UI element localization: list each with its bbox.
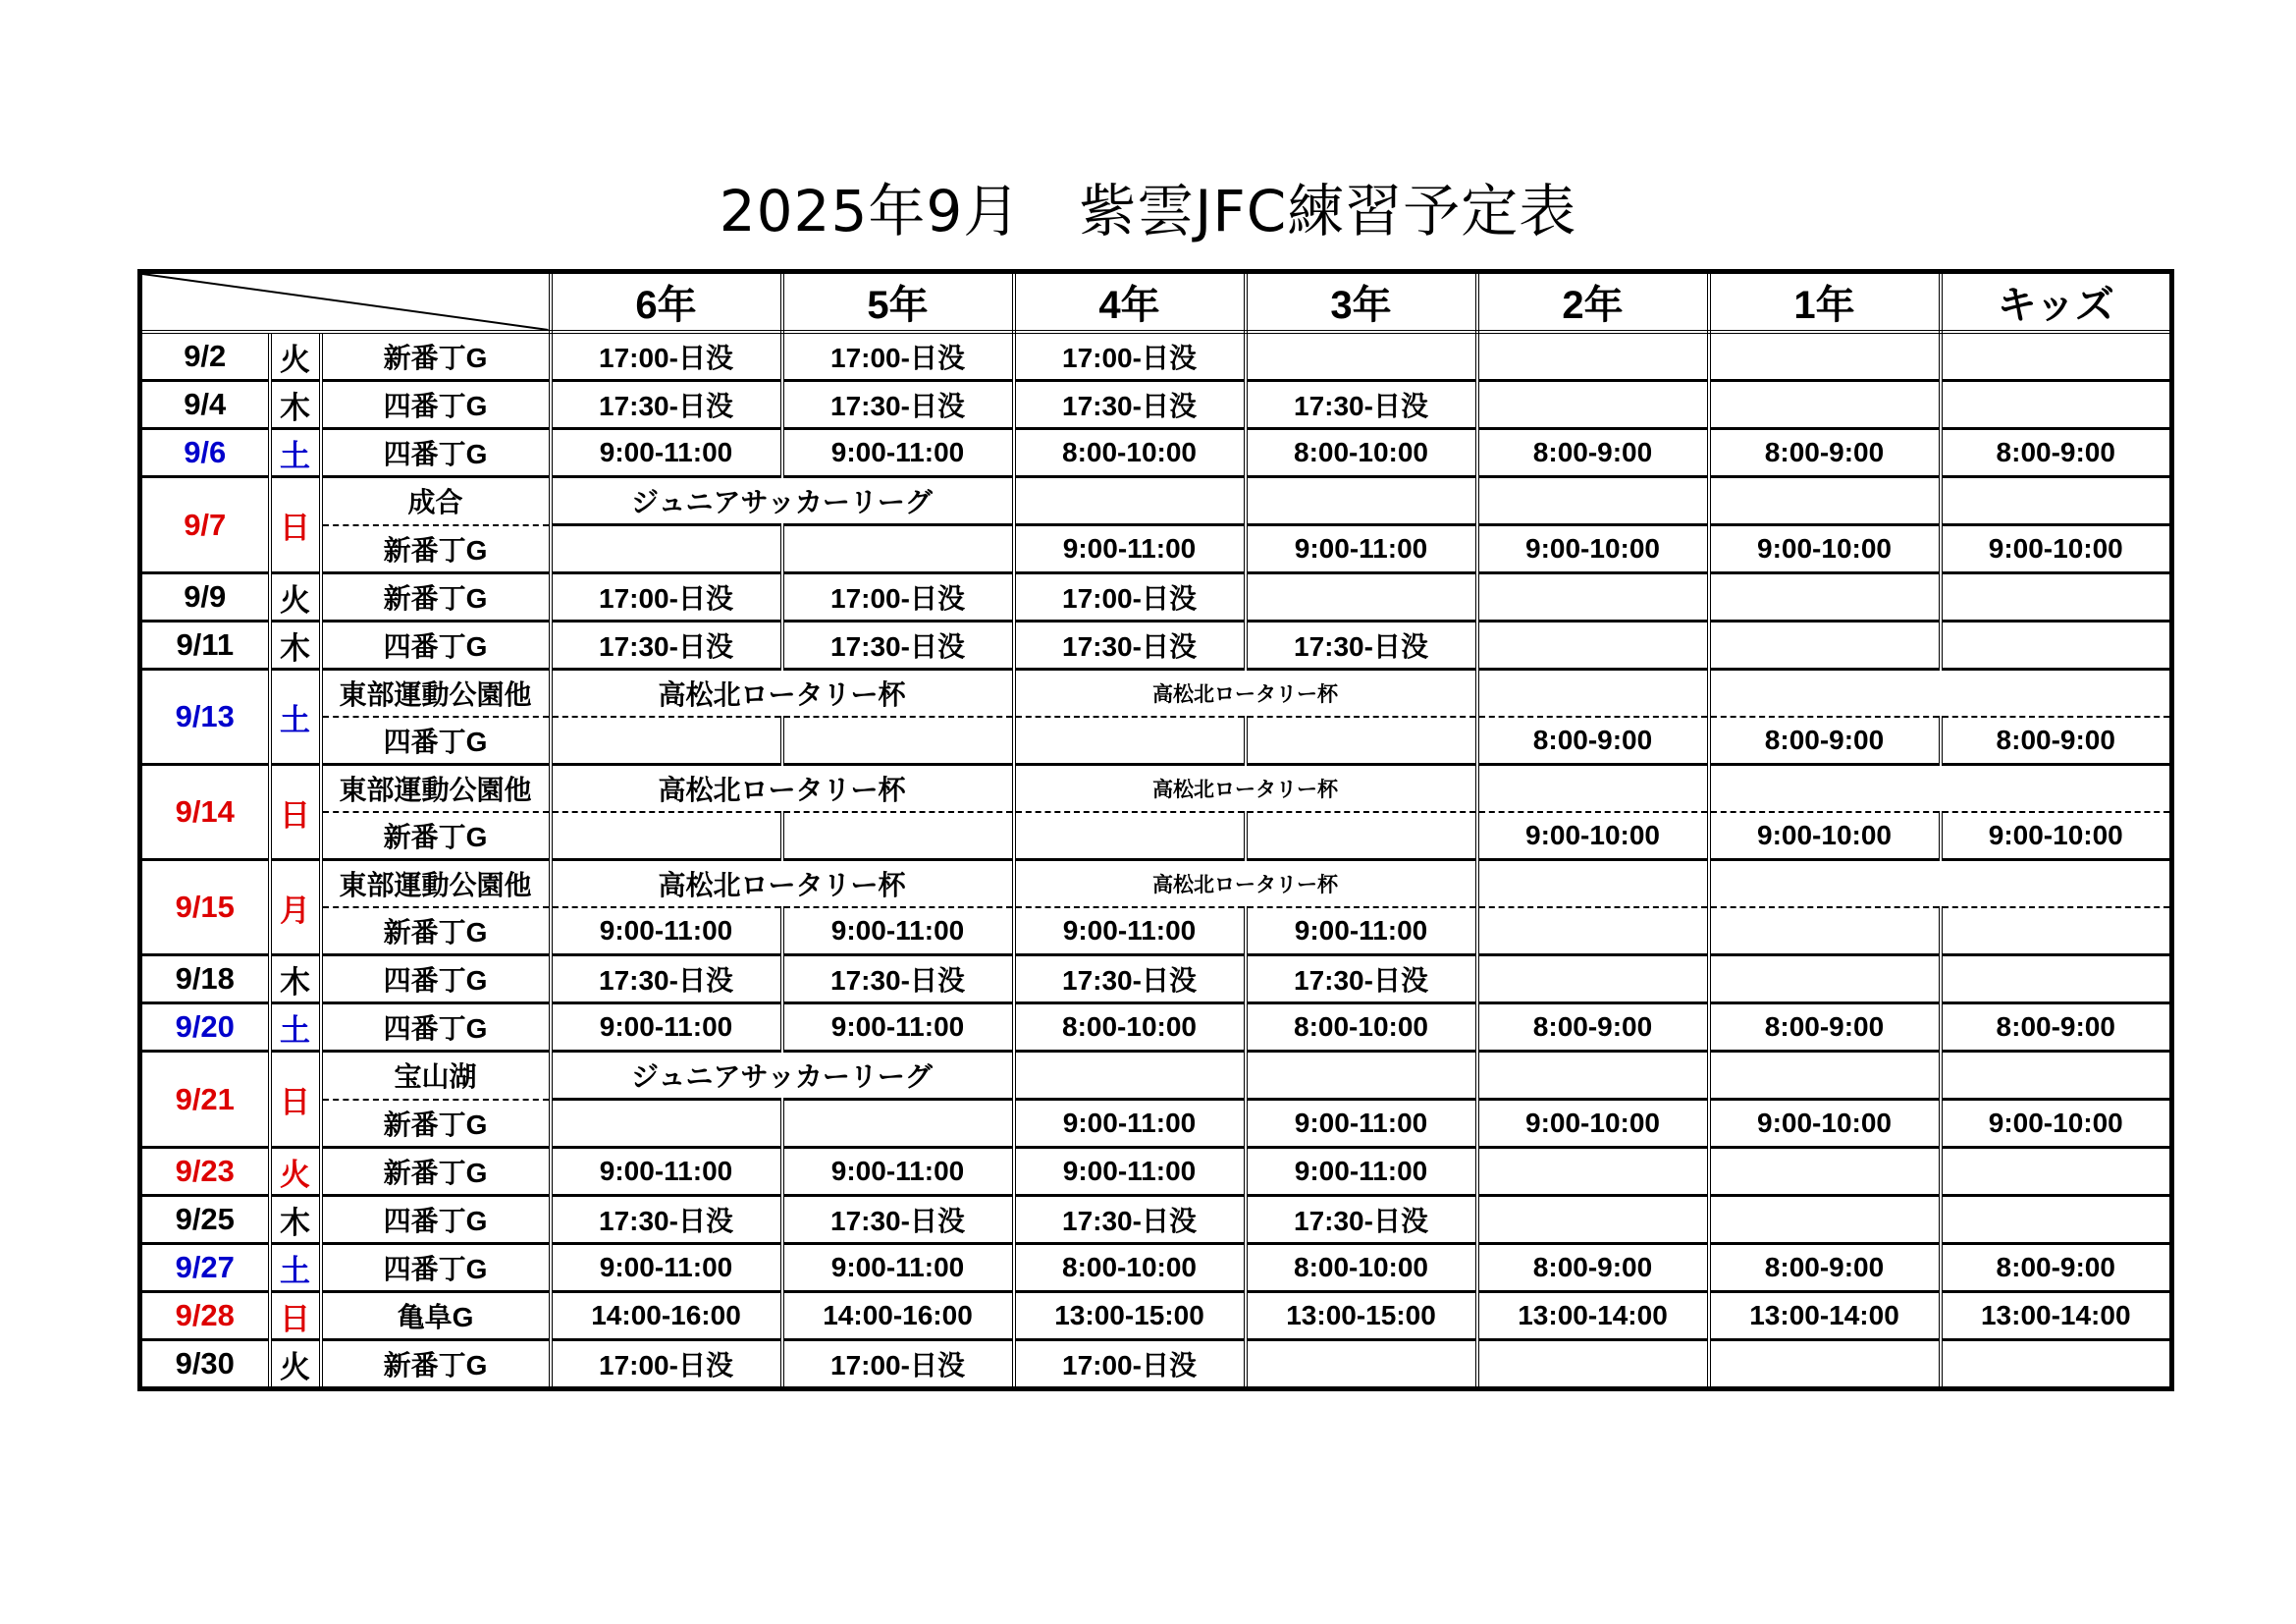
- table-row: [140, 907, 2172, 955]
- cell-grade-6: 9:00-11:00: [551, 1148, 782, 1196]
- cell-grade-3: 17:30-日没: [1246, 622, 1477, 670]
- cell-grade-5: 17:00-日没: [782, 332, 1014, 381]
- cell-grade-4: 9:00-11:00: [1014, 1100, 1246, 1148]
- cell-grade-4: 17:30-日没: [1014, 1196, 1246, 1244]
- cell-grade-5: 9:00-11:00: [782, 907, 1014, 955]
- cell-grade-6: 9:00-11:00: [551, 1003, 782, 1052]
- cell-grade-6: 17:30-日没: [551, 381, 782, 429]
- cell-grade-4: [1014, 812, 1246, 860]
- cell-kids: [1941, 1196, 2172, 1244]
- cell-grade-3: [1246, 573, 1477, 622]
- cell-grade-4: 9:00-11:00: [1014, 907, 1246, 955]
- cell-grade-2: 9:00-10:00: [1477, 1100, 1709, 1148]
- cell-kids: 8:00-9:00: [1941, 1244, 2172, 1292]
- cell-grade-4: 13:00-15:00: [1014, 1292, 1246, 1340]
- cell-grade-3: [1246, 1340, 1477, 1389]
- cell-kids: 9:00-10:00: [1941, 812, 2172, 860]
- header-grade-5: 5年: [782, 272, 1014, 333]
- date-cell: 9/25: [140, 1196, 270, 1244]
- place-cell: 新番丁G: [321, 907, 551, 955]
- cell-grade-2: 13:00-14:00: [1477, 1292, 1709, 1340]
- cell-grade-3: 9:00-11:00: [1246, 525, 1477, 573]
- cell-grade-2: [1477, 765, 1709, 813]
- cell-grade-3: [1246, 812, 1477, 860]
- event-cell: 高松北ロータリー杯: [551, 860, 1014, 908]
- cell-grade-5: 17:00-日没: [782, 573, 1014, 622]
- table-row: [140, 717, 2172, 765]
- event-cell: ジュニアサッカーリーグ: [551, 1052, 1014, 1100]
- weekday-cell: 木: [270, 381, 321, 429]
- page-title: 2025年9月 紫雲JFC練習予定表: [719, 178, 1577, 244]
- cell-grade-6: 17:30-日没: [551, 622, 782, 670]
- table-row: [140, 955, 2172, 1003]
- table-row: [140, 332, 2172, 381]
- cell-grade-3: 17:30-日没: [1246, 381, 1477, 429]
- weekday-cell: 火: [270, 1340, 321, 1389]
- place-cell: 新番丁G: [321, 573, 551, 622]
- cell-grade-6: [551, 1100, 782, 1148]
- cell-grade-2: [1477, 1052, 1709, 1100]
- cell-grade-5: 14:00-16:00: [782, 1292, 1014, 1340]
- cell-grade-3: 17:30-日没: [1246, 955, 1477, 1003]
- cell-grade-4: 17:30-日没: [1014, 955, 1246, 1003]
- weekday-cell: 木: [270, 1196, 321, 1244]
- table-row: [140, 670, 2172, 718]
- table-row: [140, 1340, 2172, 1389]
- cell-grade-6: 9:00-11:00: [551, 429, 782, 477]
- header-grade-4: 4年: [1014, 272, 1246, 333]
- weekday-cell: 木: [270, 955, 321, 1003]
- cell-grade-3: [1246, 332, 1477, 381]
- cell-grade-2: [1477, 622, 1709, 670]
- table-row: [140, 765, 2172, 813]
- table-row: [140, 1148, 2172, 1196]
- place-cell: 東部運動公園他: [321, 765, 551, 813]
- place-cell: 新番丁G: [321, 1148, 551, 1196]
- place-cell: 亀阜G: [321, 1292, 551, 1340]
- weekday-cell: 火: [270, 1148, 321, 1196]
- cell-grade-5: 9:00-11:00: [782, 1003, 1014, 1052]
- table-row: [140, 1196, 2172, 1244]
- cell-grade-1: [1709, 907, 1941, 955]
- cell-grade-4: 17:00-日没: [1014, 332, 1246, 381]
- cell-grade-1: 8:00-9:00: [1709, 1244, 1941, 1292]
- cell-kids: 8:00-9:00: [1941, 717, 2172, 765]
- cell-grade-3: 8:00-10:00: [1246, 1003, 1477, 1052]
- schedule-table: [137, 269, 2174, 1391]
- cell-grade-2: [1477, 1148, 1709, 1196]
- table-row: [140, 1003, 2172, 1052]
- date-cell: 9/21: [140, 1052, 270, 1148]
- cell-grade-3: 9:00-11:00: [1246, 1148, 1477, 1196]
- date-cell: 9/7: [140, 477, 270, 573]
- place-cell: 四番丁G: [321, 955, 551, 1003]
- header-grade-6: 6年: [551, 272, 782, 333]
- cell-grade-2: [1477, 381, 1709, 429]
- cell-grade-5: [782, 717, 1014, 765]
- table-row: [140, 812, 2172, 860]
- cell-grade-4: 8:00-10:00: [1014, 1244, 1246, 1292]
- event-cell: 高松北ロータリー杯: [1014, 860, 1477, 908]
- weekday-cell: 木: [270, 622, 321, 670]
- cell-grade-3: 9:00-11:00: [1246, 907, 1477, 955]
- cell-grade-1: [1709, 622, 1941, 670]
- cell-kids: [1941, 477, 2172, 525]
- header-grade-1: 1年: [1709, 272, 1941, 333]
- cell-grade-1: 8:00-9:00: [1709, 429, 1941, 477]
- cell-grade-1-kids: [1709, 670, 2172, 718]
- weekday-cell: 月: [270, 860, 321, 955]
- date-cell: 9/11: [140, 622, 270, 670]
- cell-grade-2: [1477, 670, 1709, 718]
- place-cell: 四番丁G: [321, 1003, 551, 1052]
- cell-grade-1: [1709, 477, 1941, 525]
- place-cell: 宝山湖: [321, 1052, 551, 1100]
- date-cell: 9/20: [140, 1003, 270, 1052]
- header-kids: キッズ: [1941, 272, 2172, 333]
- date-cell: 9/4: [140, 381, 270, 429]
- cell-kids: [1941, 622, 2172, 670]
- cell-grade-2: [1477, 477, 1709, 525]
- place-cell: 四番丁G: [321, 429, 551, 477]
- table-row: [140, 477, 2172, 525]
- cell-grade-3: [1246, 717, 1477, 765]
- cell-kids: [1941, 1148, 2172, 1196]
- weekday-cell: 日: [270, 477, 321, 573]
- cell-kids: [1941, 381, 2172, 429]
- cell-grade-2: 8:00-9:00: [1477, 717, 1709, 765]
- cell-grade-5: 9:00-11:00: [782, 1148, 1014, 1196]
- cell-grade-4: 9:00-11:00: [1014, 1148, 1246, 1196]
- table-row: [140, 1244, 2172, 1292]
- cell-grade-4: 8:00-10:00: [1014, 429, 1246, 477]
- cell-grade-3: 8:00-10:00: [1246, 429, 1477, 477]
- cell-grade-5: 9:00-11:00: [782, 1244, 1014, 1292]
- cell-grade-4: 17:00-日没: [1014, 1340, 1246, 1389]
- cell-grade-6: [551, 717, 782, 765]
- cell-grade-1: 9:00-10:00: [1709, 812, 1941, 860]
- cell-grade-5: 17:30-日没: [782, 955, 1014, 1003]
- cell-grade-6: 17:30-日没: [551, 1196, 782, 1244]
- cell-kids: 9:00-10:00: [1941, 525, 2172, 573]
- cell-grade-4: [1014, 717, 1246, 765]
- weekday-cell: 火: [270, 332, 321, 381]
- place-cell: 四番丁G: [321, 622, 551, 670]
- cell-grade-1: 8:00-9:00: [1709, 717, 1941, 765]
- cell-grade-6: 9:00-11:00: [551, 1244, 782, 1292]
- cell-grade-3: [1246, 1052, 1477, 1100]
- cell-grade-6: [551, 812, 782, 860]
- table-row: [140, 573, 2172, 622]
- cell-grade-4: 17:30-日没: [1014, 622, 1246, 670]
- cell-grade-5: 9:00-11:00: [782, 429, 1014, 477]
- weekday-cell: 土: [270, 670, 321, 765]
- cell-grade-1: [1709, 1148, 1941, 1196]
- date-cell: 9/30: [140, 1340, 270, 1389]
- cell-grade-2: [1477, 860, 1709, 908]
- date-cell: 9/2: [140, 332, 270, 381]
- cell-grade-2: [1477, 332, 1709, 381]
- cell-grade-4: [1014, 1052, 1246, 1100]
- corner-cell: [140, 272, 551, 333]
- cell-kids: [1941, 907, 2172, 955]
- place-cell: 新番丁G: [321, 525, 551, 573]
- cell-grade-5: [782, 525, 1014, 573]
- place-cell: 成合: [321, 477, 551, 525]
- table-row: [140, 1292, 2172, 1340]
- cell-grade-2: [1477, 907, 1709, 955]
- cell-grade-2: 9:00-10:00: [1477, 812, 1709, 860]
- cell-grade-6: 17:30-日没: [551, 955, 782, 1003]
- cell-grade-6: 17:00-日没: [551, 332, 782, 381]
- place-cell: 新番丁G: [321, 1100, 551, 1148]
- table-row: [140, 1100, 2172, 1148]
- weekday-cell: 土: [270, 1244, 321, 1292]
- cell-grade-3: 8:00-10:00: [1246, 1244, 1477, 1292]
- place-cell: 東部運動公園他: [321, 860, 551, 908]
- event-cell: 高松北ロータリー杯: [1014, 670, 1477, 718]
- cell-grade-1: 9:00-10:00: [1709, 1100, 1941, 1148]
- place-cell: 新番丁G: [321, 812, 551, 860]
- cell-grade-3: 17:30-日没: [1246, 1196, 1477, 1244]
- cell-grade-5: 17:30-日没: [782, 622, 1014, 670]
- date-cell: 9/15: [140, 860, 270, 955]
- cell-kids: [1941, 332, 2172, 381]
- cell-grade-2: 8:00-9:00: [1477, 1003, 1709, 1052]
- cell-grade-4: 8:00-10:00: [1014, 1003, 1246, 1052]
- table-row: [140, 429, 2172, 477]
- table-row: [140, 1052, 2172, 1100]
- date-cell: 9/27: [140, 1244, 270, 1292]
- cell-grade-5: 17:30-日没: [782, 381, 1014, 429]
- header-grade-3: 3年: [1246, 272, 1477, 333]
- date-cell: 9/18: [140, 955, 270, 1003]
- cell-kids: 9:00-10:00: [1941, 1100, 2172, 1148]
- table-row: [140, 622, 2172, 670]
- weekday-cell: 土: [270, 429, 321, 477]
- cell-grade-1: [1709, 1340, 1941, 1389]
- cell-grade-1: 9:00-10:00: [1709, 525, 1941, 573]
- event-cell: 高松北ロータリー杯: [551, 670, 1014, 718]
- date-cell: 9/23: [140, 1148, 270, 1196]
- place-cell: 四番丁G: [321, 1244, 551, 1292]
- cell-grade-1: [1709, 381, 1941, 429]
- cell-grade-2: [1477, 573, 1709, 622]
- cell-grade-1: [1709, 1052, 1941, 1100]
- cell-kids: [1941, 1340, 2172, 1389]
- place-cell: 新番丁G: [321, 1340, 551, 1389]
- cell-grade-5: 17:00-日没: [782, 1340, 1014, 1389]
- cell-grade-6: 17:00-日没: [551, 573, 782, 622]
- header-grade-2: 2年: [1477, 272, 1709, 333]
- date-cell: 9/14: [140, 765, 270, 860]
- date-cell: 9/9: [140, 573, 270, 622]
- cell-grade-2: [1477, 1340, 1709, 1389]
- cell-grade-2: [1477, 1196, 1709, 1244]
- weekday-cell: 土: [270, 1003, 321, 1052]
- event-cell: 高松北ロータリー杯: [551, 765, 1014, 813]
- cell-grade-2: 8:00-9:00: [1477, 429, 1709, 477]
- cell-kids: 8:00-9:00: [1941, 1003, 2172, 1052]
- cell-kids: [1941, 573, 2172, 622]
- weekday-cell: 日: [270, 1052, 321, 1148]
- cell-kids: 13:00-14:00: [1941, 1292, 2172, 1340]
- table-row: [140, 860, 2172, 908]
- cell-grade-2: 8:00-9:00: [1477, 1244, 1709, 1292]
- cell-grade-1: 8:00-9:00: [1709, 1003, 1941, 1052]
- date-cell: 9/6: [140, 429, 270, 477]
- cell-grade-4: 17:30-日没: [1014, 381, 1246, 429]
- cell-grade-3: 9:00-11:00: [1246, 1100, 1477, 1148]
- diagonal-line: [142, 274, 549, 330]
- cell-grade-2: [1477, 955, 1709, 1003]
- cell-grade-1: [1709, 955, 1941, 1003]
- cell-grade-2: 9:00-10:00: [1477, 525, 1709, 573]
- weekday-cell: 日: [270, 765, 321, 860]
- place-cell: 新番丁G: [321, 332, 551, 381]
- cell-grade-1: [1709, 573, 1941, 622]
- cell-grade-4: 9:00-11:00: [1014, 525, 1246, 573]
- cell-grade-4: 17:00-日没: [1014, 573, 1246, 622]
- cell-grade-6: 14:00-16:00: [551, 1292, 782, 1340]
- cell-grade-1: 13:00-14:00: [1709, 1292, 1941, 1340]
- place-cell: 四番丁G: [321, 1196, 551, 1244]
- cell-grade-5: [782, 1100, 1014, 1148]
- weekday-cell: 日: [270, 1292, 321, 1340]
- cell-grade-1: [1709, 332, 1941, 381]
- cell-grade-6: [551, 525, 782, 573]
- cell-grade-3: 13:00-15:00: [1246, 1292, 1477, 1340]
- cell-kids: 8:00-9:00: [1941, 429, 2172, 477]
- table-row: [140, 525, 2172, 573]
- cell-kids: [1941, 955, 2172, 1003]
- cell-grade-5: 17:30-日没: [782, 1196, 1014, 1244]
- table-row: [140, 381, 2172, 429]
- cell-grade-1: [1709, 1196, 1941, 1244]
- weekday-cell: 火: [270, 573, 321, 622]
- cell-grade-6: 17:00-日没: [551, 1340, 782, 1389]
- place-cell: 四番丁G: [321, 717, 551, 765]
- date-cell: 9/13: [140, 670, 270, 765]
- event-cell: 高松北ロータリー杯: [1014, 765, 1477, 813]
- cell-grade-4: [1014, 477, 1246, 525]
- cell-kids: [1941, 1052, 2172, 1100]
- header-row: [140, 272, 2172, 333]
- cell-grade-5: [782, 812, 1014, 860]
- place-cell: 四番丁G: [321, 381, 551, 429]
- place-cell: 東部運動公園他: [321, 670, 551, 718]
- cell-grade-1-kids: [1709, 765, 2172, 813]
- cell-grade-6: 9:00-11:00: [551, 907, 782, 955]
- cell-grade-1-kids: [1709, 860, 2172, 908]
- date-cell: 9/28: [140, 1292, 270, 1340]
- event-cell: ジュニアサッカーリーグ: [551, 477, 1014, 525]
- cell-grade-3: [1246, 477, 1477, 525]
